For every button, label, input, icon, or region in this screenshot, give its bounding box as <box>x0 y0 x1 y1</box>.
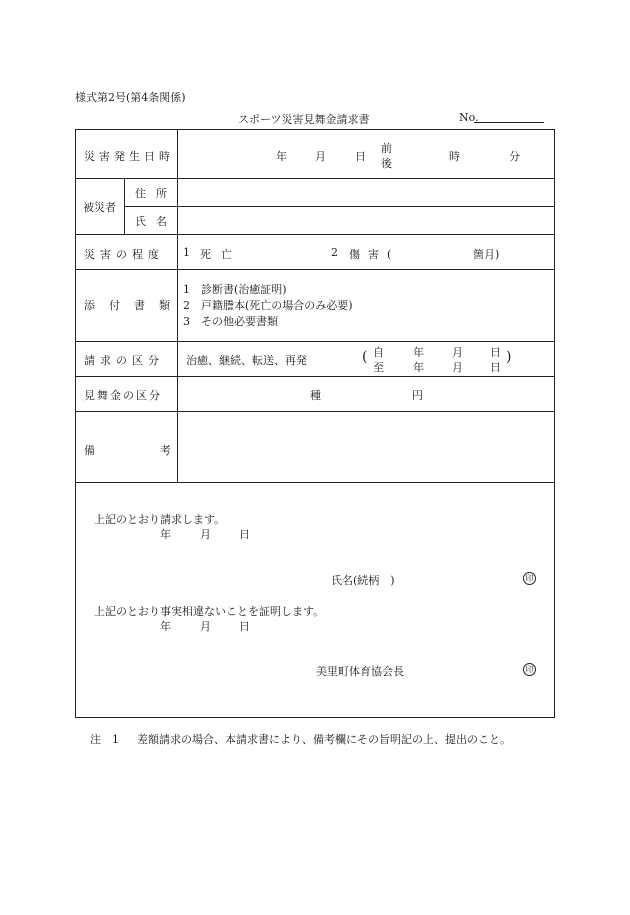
occurrence-label: 災害発生日時 <box>84 150 174 163</box>
period-from-month: 月 <box>452 346 463 359</box>
request-statement: 上記のとおり請求します。 <box>94 513 226 526</box>
degree-option-1-number: 1 <box>183 246 190 259</box>
no-field[interactable] <box>474 122 544 123</box>
period-from-day: 日 <box>490 346 501 359</box>
certifier-seal: 印 <box>523 663 536 676</box>
occurrence-day: 日 <box>355 150 366 163</box>
certify-day: 日 <box>239 620 250 633</box>
row-divider <box>76 269 555 270</box>
attachments-label: 添付書類 <box>84 299 184 312</box>
certify-year: 年 <box>160 620 171 633</box>
row-divider <box>76 234 555 235</box>
victim-label: 被災者 <box>83 201 116 214</box>
pm-label: 後 <box>381 157 392 170</box>
form-title: スポーツ災害見舞金請求書 <box>238 113 370 126</box>
row-divider <box>76 411 555 412</box>
certifier-name: 美里町体育協会長 <box>316 665 404 678</box>
note-label: 注 1 <box>90 733 119 746</box>
remarks-label-first: 備 <box>84 444 95 457</box>
amount-kind: 種 <box>310 389 321 402</box>
category-options: 治癒、継続、転送、再発 <box>186 354 307 367</box>
degree-label: 災害の程度 <box>84 248 164 261</box>
category-label: 請求の区分 <box>84 354 164 367</box>
row-divider <box>76 178 555 179</box>
amount-yen: 円 <box>412 389 423 402</box>
request-year: 年 <box>160 528 171 541</box>
remarks-label-second: 考 <box>160 444 171 457</box>
attachment-item: 2 戸籍謄本(死亡の場合のみ必要) <box>183 299 353 312</box>
period-from: 自 <box>373 346 384 359</box>
claimant-name-label: 氏名(続柄 ) <box>331 574 395 587</box>
degree-months: 箇月) <box>473 248 500 261</box>
category-paren-close: ) <box>506 349 512 365</box>
occurrence-hour: 時 <box>449 150 460 163</box>
request-day: 日 <box>239 528 250 541</box>
period-to: 至 <box>373 361 384 374</box>
period-from-year: 年 <box>413 346 424 359</box>
claimant-seal: 印 <box>523 572 536 585</box>
address-field[interactable] <box>186 184 546 202</box>
certify-statement: 上記のとおり事実相違ないことを証明します。 <box>94 605 325 618</box>
name-label: 氏名 <box>135 215 177 228</box>
column-divider <box>124 178 125 234</box>
row-divider <box>124 206 555 207</box>
application-form-table <box>75 129 555 718</box>
period-to-year: 年 <box>413 361 424 374</box>
degree-option-death: 死亡 <box>200 248 242 261</box>
period-to-day: 日 <box>490 361 501 374</box>
no-label: No. <box>459 111 479 124</box>
period-to-month: 月 <box>452 361 463 374</box>
note-text: 差額請求の場合、本請求書により、備考欄にその旨明記の上、提出のこと。 <box>137 733 511 746</box>
certify-month: 月 <box>200 620 211 633</box>
amount-label: 見舞金の区分 <box>84 389 162 402</box>
occurrence-minute: 分 <box>509 150 520 163</box>
occurrence-month: 月 <box>315 150 326 163</box>
degree-option-2-number: 2 <box>331 246 338 259</box>
request-month: 月 <box>200 528 211 541</box>
attachment-item: 1 診断書(治癒証明) <box>183 283 287 296</box>
name-field[interactable] <box>186 212 546 230</box>
degree-option-injury: 傷害( <box>349 248 400 261</box>
occurrence-year: 年 <box>276 150 287 163</box>
row-divider <box>76 341 555 342</box>
remarks-field[interactable] <box>186 420 546 476</box>
row-divider <box>76 482 555 483</box>
am-label: 前 <box>381 142 392 155</box>
address-label: 住所 <box>135 187 177 200</box>
row-divider <box>76 376 555 377</box>
category-paren-open: ( <box>362 349 368 365</box>
form-number: 様式第2号(第4条関係) <box>75 91 186 104</box>
attachment-item: 3 その他必要書類 <box>183 315 278 328</box>
